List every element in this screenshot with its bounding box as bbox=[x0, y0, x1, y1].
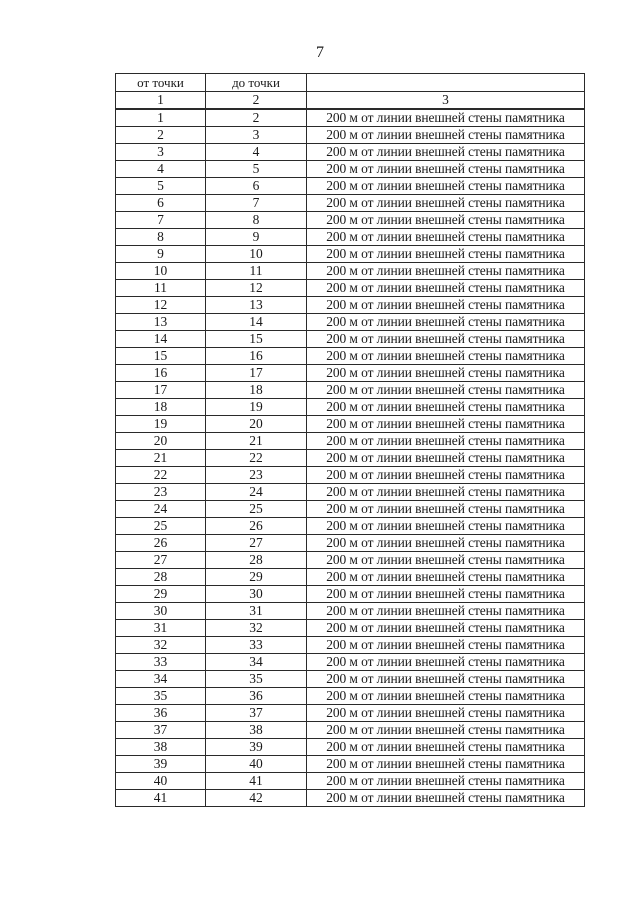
to-point-cell: 33 bbox=[206, 637, 307, 654]
description-cell: 200 м от линии внешней стены памятника bbox=[307, 195, 585, 212]
description-cell: 200 м от линии внешней стены памятника bbox=[307, 671, 585, 688]
table-row bbox=[116, 484, 585, 501]
to-point-cell: 38 bbox=[206, 722, 307, 739]
table-row bbox=[116, 263, 585, 280]
to-point-cell: 3 bbox=[206, 127, 307, 144]
description-cell: 200 м от линии внешней стены памятника bbox=[307, 705, 585, 722]
to-point-cell: 21 bbox=[206, 433, 307, 450]
description-cell: 200 м от линии внешней стены памятника bbox=[307, 297, 585, 314]
header-from-point: от точки bbox=[116, 74, 206, 92]
from-point-cell: 31 bbox=[116, 620, 206, 637]
from-point-cell: 17 bbox=[116, 382, 206, 399]
to-point-cell: 19 bbox=[206, 399, 307, 416]
to-point-cell: 12 bbox=[206, 280, 307, 297]
from-point-cell: 23 bbox=[116, 484, 206, 501]
table-row bbox=[116, 637, 585, 654]
table-row bbox=[116, 654, 585, 671]
table-row bbox=[116, 127, 585, 144]
to-point-cell: 11 bbox=[206, 263, 307, 280]
to-point-cell: 2 bbox=[206, 109, 307, 127]
to-point-cell: 5 bbox=[206, 161, 307, 178]
description-cell: 200 м от линии внешней стены памятника bbox=[307, 773, 585, 790]
description-cell: 200 м от линии внешней стены памятника bbox=[307, 790, 585, 807]
description-cell: 200 м от линии внешней стены памятника bbox=[307, 484, 585, 501]
to-point-cell: 9 bbox=[206, 229, 307, 246]
from-point-cell: 37 bbox=[116, 722, 206, 739]
description-cell: 200 м от линии внешней стены памятника bbox=[307, 552, 585, 569]
from-point-cell: 26 bbox=[116, 535, 206, 552]
from-point-cell: 35 bbox=[116, 688, 206, 705]
table-row bbox=[116, 450, 585, 467]
table-row bbox=[116, 773, 585, 790]
table-row bbox=[116, 399, 585, 416]
to-point-cell: 30 bbox=[206, 586, 307, 603]
boundary-table bbox=[115, 73, 585, 807]
to-point-cell: 6 bbox=[206, 178, 307, 195]
description-cell: 200 м от линии внешней стены памятника bbox=[307, 518, 585, 535]
from-point-cell: 3 bbox=[116, 144, 206, 161]
from-point-cell: 29 bbox=[116, 586, 206, 603]
from-point-cell: 40 bbox=[116, 773, 206, 790]
description-cell: 200 м от линии внешней стены памятника bbox=[307, 314, 585, 331]
table-row bbox=[116, 603, 585, 620]
from-point-cell: 8 bbox=[116, 229, 206, 246]
description-cell: 200 м от линии внешней стены памятника bbox=[307, 280, 585, 297]
to-point-cell: 16 bbox=[206, 348, 307, 365]
from-point-cell: 15 bbox=[116, 348, 206, 365]
to-point-cell: 28 bbox=[206, 552, 307, 569]
table-row bbox=[116, 552, 585, 569]
description-cell: 200 м от линии внешней стены памятника bbox=[307, 348, 585, 365]
from-point-cell: 11 bbox=[116, 280, 206, 297]
description-cell: 200 м от линии внешней стены памятника bbox=[307, 382, 585, 399]
table-row bbox=[116, 671, 585, 688]
table-row bbox=[116, 535, 585, 552]
table-row bbox=[116, 246, 585, 263]
table-row bbox=[116, 144, 585, 161]
description-cell: 200 м от линии внешней стены памятника bbox=[307, 416, 585, 433]
from-point-cell: 41 bbox=[116, 790, 206, 807]
description-cell: 200 м от линии внешней стены памятника bbox=[307, 331, 585, 348]
table-row bbox=[116, 331, 585, 348]
to-point-cell: 35 bbox=[206, 671, 307, 688]
header-to-point: до точки bbox=[206, 74, 307, 92]
header-description bbox=[307, 74, 585, 92]
description-cell: 200 м от линии внешней стены памятника bbox=[307, 756, 585, 773]
description-cell: 200 м от линии внешней стены памятника bbox=[307, 229, 585, 246]
from-point-cell: 2 bbox=[116, 127, 206, 144]
table-row bbox=[116, 161, 585, 178]
table-row bbox=[116, 790, 585, 807]
from-point-cell: 9 bbox=[116, 246, 206, 263]
from-point-cell: 33 bbox=[116, 654, 206, 671]
to-point-cell: 20 bbox=[206, 416, 307, 433]
description-cell: 200 м от линии внешней стены памятника bbox=[307, 161, 585, 178]
table-header bbox=[116, 74, 585, 110]
description-cell: 200 м от линии внешней стены памятника bbox=[307, 688, 585, 705]
table-row bbox=[116, 518, 585, 535]
description-cell: 200 м от линии внешней стены памятника bbox=[307, 535, 585, 552]
to-point-cell: 32 bbox=[206, 620, 307, 637]
to-point-cell: 10 bbox=[206, 246, 307, 263]
table-row bbox=[116, 314, 585, 331]
description-cell: 200 м от линии внешней стены памятника bbox=[307, 263, 585, 280]
table-row bbox=[116, 297, 585, 314]
from-point-cell: 7 bbox=[116, 212, 206, 229]
from-point-cell: 14 bbox=[116, 331, 206, 348]
description-cell: 200 м от линии внешней стены памятника bbox=[307, 178, 585, 195]
from-point-cell: 30 bbox=[116, 603, 206, 620]
from-point-cell: 32 bbox=[116, 637, 206, 654]
from-point-cell: 39 bbox=[116, 756, 206, 773]
to-point-cell: 34 bbox=[206, 654, 307, 671]
to-point-cell: 25 bbox=[206, 501, 307, 518]
from-point-cell: 10 bbox=[116, 263, 206, 280]
from-point-cell: 21 bbox=[116, 450, 206, 467]
to-point-cell: 26 bbox=[206, 518, 307, 535]
to-point-cell: 24 bbox=[206, 484, 307, 501]
to-point-cell: 18 bbox=[206, 382, 307, 399]
table-row bbox=[116, 178, 585, 195]
from-point-cell: 25 bbox=[116, 518, 206, 535]
to-point-cell: 22 bbox=[206, 450, 307, 467]
column-number: 2 bbox=[206, 92, 307, 110]
from-point-cell: 18 bbox=[116, 399, 206, 416]
table-row bbox=[116, 109, 585, 127]
table-row bbox=[116, 739, 585, 756]
from-point-cell: 38 bbox=[116, 739, 206, 756]
from-point-cell: 4 bbox=[116, 161, 206, 178]
description-cell: 200 м от линии внешней стены памятника bbox=[307, 654, 585, 671]
to-point-cell: 39 bbox=[206, 739, 307, 756]
to-point-cell: 36 bbox=[206, 688, 307, 705]
from-point-cell: 24 bbox=[116, 501, 206, 518]
table-row bbox=[116, 467, 585, 484]
table-row bbox=[116, 348, 585, 365]
to-point-cell: 27 bbox=[206, 535, 307, 552]
description-cell: 200 м от линии внешней стены памятника bbox=[307, 722, 585, 739]
to-point-cell: 40 bbox=[206, 756, 307, 773]
description-cell: 200 м от линии внешней стены памятника bbox=[307, 399, 585, 416]
to-point-cell: 42 bbox=[206, 790, 307, 807]
table-row bbox=[116, 705, 585, 722]
description-cell: 200 м от линии внешней стены памятника bbox=[307, 433, 585, 450]
table-row bbox=[116, 620, 585, 637]
description-cell: 200 м от линии внешней стены памятника bbox=[307, 603, 585, 620]
from-point-cell: 28 bbox=[116, 569, 206, 586]
from-point-cell: 16 bbox=[116, 365, 206, 382]
table-row bbox=[116, 569, 585, 586]
description-cell: 200 м от линии внешней стены памятника bbox=[307, 450, 585, 467]
column-number: 1 bbox=[116, 92, 206, 110]
description-cell: 200 м от линии внешней стены памятника bbox=[307, 246, 585, 263]
page-number: 7 bbox=[316, 44, 324, 61]
from-point-cell: 19 bbox=[116, 416, 206, 433]
table-row bbox=[116, 195, 585, 212]
table-row bbox=[116, 212, 585, 229]
to-point-cell: 8 bbox=[206, 212, 307, 229]
to-point-cell: 15 bbox=[206, 331, 307, 348]
column-number: 3 bbox=[307, 92, 585, 110]
from-point-cell: 13 bbox=[116, 314, 206, 331]
description-cell: 200 м от линии внешней стены памятника bbox=[307, 620, 585, 637]
description-cell: 200 м от линии внешней стены памятника bbox=[307, 144, 585, 161]
description-cell: 200 м от линии внешней стены памятника bbox=[307, 637, 585, 654]
table-row bbox=[116, 229, 585, 246]
to-point-cell: 13 bbox=[206, 297, 307, 314]
from-point-cell: 1 bbox=[116, 109, 206, 127]
description-cell: 200 м от линии внешней стены памятника bbox=[307, 739, 585, 756]
from-point-cell: 20 bbox=[116, 433, 206, 450]
from-point-cell: 34 bbox=[116, 671, 206, 688]
from-point-cell: 27 bbox=[116, 552, 206, 569]
table-row bbox=[116, 501, 585, 518]
description-cell: 200 м от линии внешней стены памятника bbox=[307, 365, 585, 382]
table-row bbox=[116, 365, 585, 382]
table-row bbox=[116, 586, 585, 603]
table-row bbox=[116, 722, 585, 739]
table-row bbox=[116, 416, 585, 433]
from-point-cell: 6 bbox=[116, 195, 206, 212]
to-point-cell: 37 bbox=[206, 705, 307, 722]
description-cell: 200 м от линии внешней стены памятника bbox=[307, 212, 585, 229]
header-row bbox=[116, 74, 585, 92]
from-point-cell: 22 bbox=[116, 467, 206, 484]
to-point-cell: 31 bbox=[206, 603, 307, 620]
to-point-cell: 23 bbox=[206, 467, 307, 484]
to-point-cell: 29 bbox=[206, 569, 307, 586]
table-row bbox=[116, 382, 585, 399]
description-cell: 200 м от линии внешней стены памятника bbox=[307, 467, 585, 484]
table-row bbox=[116, 688, 585, 705]
from-point-cell: 5 bbox=[116, 178, 206, 195]
description-cell: 200 м от линии внешней стены памятника bbox=[307, 501, 585, 518]
description-cell: 200 м от линии внешней стены памятника bbox=[307, 586, 585, 603]
description-cell: 200 м от линии внешней стены памятника bbox=[307, 127, 585, 144]
table-row bbox=[116, 433, 585, 450]
description-cell: 200 м от линии внешней стены памятника bbox=[307, 569, 585, 586]
to-point-cell: 17 bbox=[206, 365, 307, 382]
table-row bbox=[116, 280, 585, 297]
from-point-cell: 12 bbox=[116, 297, 206, 314]
to-point-cell: 14 bbox=[206, 314, 307, 331]
to-point-cell: 7 bbox=[206, 195, 307, 212]
to-point-cell: 41 bbox=[206, 773, 307, 790]
to-point-cell: 4 bbox=[206, 144, 307, 161]
column-number-row bbox=[116, 92, 585, 110]
table-body bbox=[116, 109, 585, 807]
table-row bbox=[116, 756, 585, 773]
description-cell: 200 м от линии внешней стены памятника bbox=[307, 109, 585, 127]
from-point-cell: 36 bbox=[116, 705, 206, 722]
